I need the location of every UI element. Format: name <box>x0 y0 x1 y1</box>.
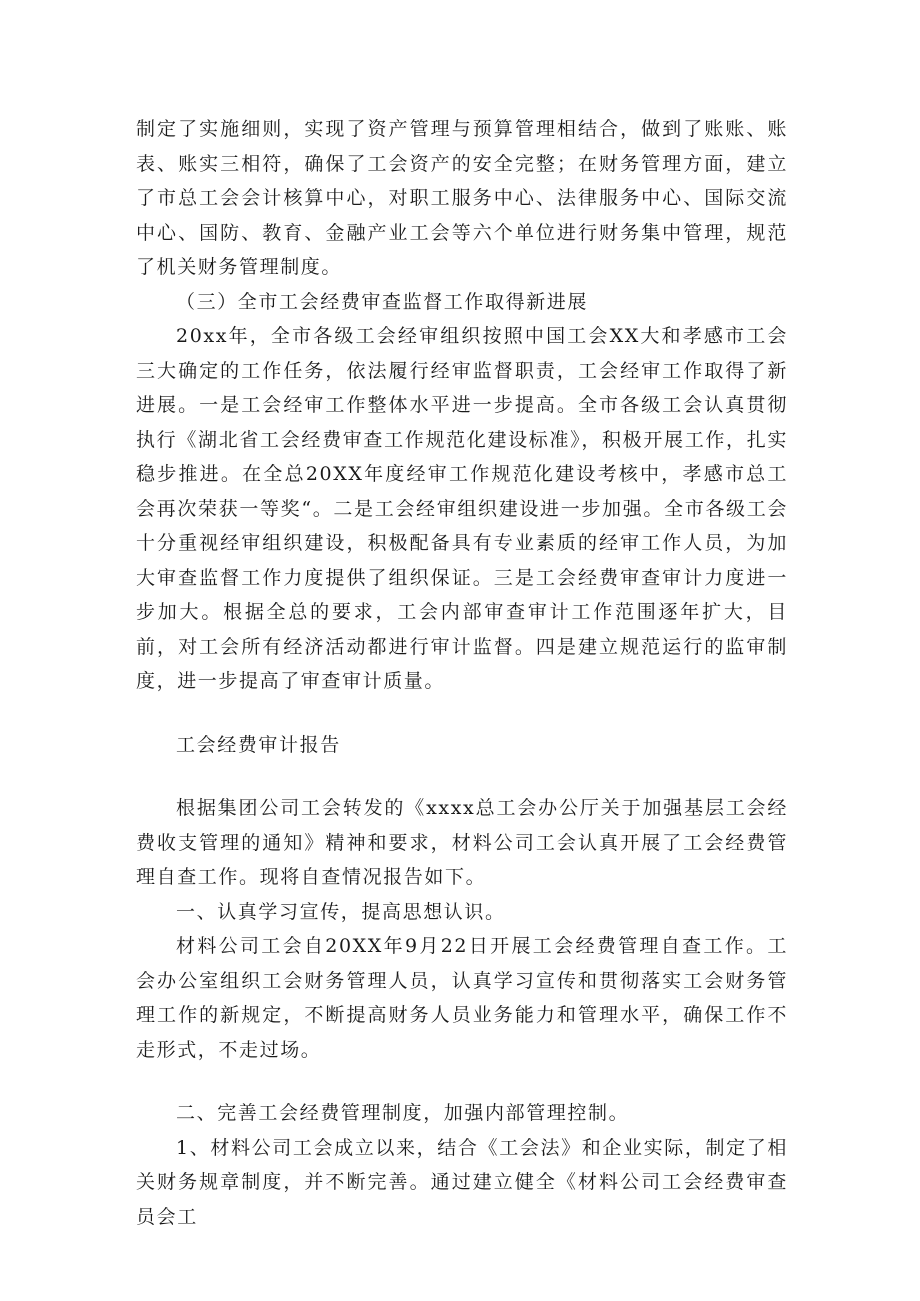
spacer <box>136 1067 788 1096</box>
paragraph-report-intro: 根据集团公司工会转发的《xxxx总工会办公厅关于加强基层工会经费收支管理的通知》精神和要求，材料公司工会认真开展了工会经费管理自查工作。现将自查情况报告如下。 <box>136 797 788 888</box>
paragraph-system: 1、材料公司工会成立以来，结合《工会法》和企业实际，制定了相关财务规章制度，并不断完善。通过建立健全《材料公司工会经费审查员会工 <box>136 1136 788 1228</box>
report-title: 工会经费审计报告 <box>176 733 341 756</box>
document-page <box>136 112 788 1234</box>
spacer <box>136 699 788 728</box>
paragraph-asset-management: 制定了实施细则，实现了资产管理与预算管理相结合，做到了账账、账表、账实三相符，确保了工会资产的安全完整；在财务管理方面，建立了市总工会会计核算中心，对职工服务中心、法律服务中心、国际交流中心、国防、教育、金融产业工会等六个单位进行财务集中管理，规范了机关财务管理制度。 <box>136 118 788 278</box>
spacer <box>136 762 788 791</box>
paragraph-study: 材料公司工会自20XX年9月22日开展工会经费管理自查工作。工会办公室组织工会财务管理人员，认真学习宣传和贯彻落实工会财务管理工作的新规定，不断提高财务人员业务能力和管理水平，确保工作不走形式，不走过场。 <box>136 935 788 1061</box>
section-heading-study: 一、认真学习宣传，提高思想认识。 <box>176 900 506 923</box>
paragraph-audit-progress: 20xx年，全市各级工会经审组织按照中国工会XX大和孝感市工会三大确定的工作任务，依法履行经审监督职责，工会经审工作取得了新进展。一是工会经审工作整体水平进一步提高。全市各级工会认真贯彻执行《湖北省工会经费审查工作规范化建设标准》，积极开展工作，扎实稳步推进。在全总20XX年度经审工作规范化建设考核中，孝感市总工会再次荣获一等奖“。二是工会经审组织建设进一步加强。全市各级工会十分重视经审组织建设，积极配备具有专业素质的经审工作人员，为加大审查监督工作力度提供了组织保证。三是工会经费审查审计力度进一步加大。根据全总的要求，工会内部审查审计工作范围逐年扩大，目前，对工会所有经济活动都进行审计监督。四是建立规范运行的监审制度，进一步提高了审查审计质量。 <box>136 325 788 692</box>
section-heading-system: 二、完善工会经费管理制度，加强内部管理控制。 <box>176 1102 630 1124</box>
section-heading-audit-progress: （三）全市工会经费审查监督工作取得新进展 <box>176 290 589 313</box>
